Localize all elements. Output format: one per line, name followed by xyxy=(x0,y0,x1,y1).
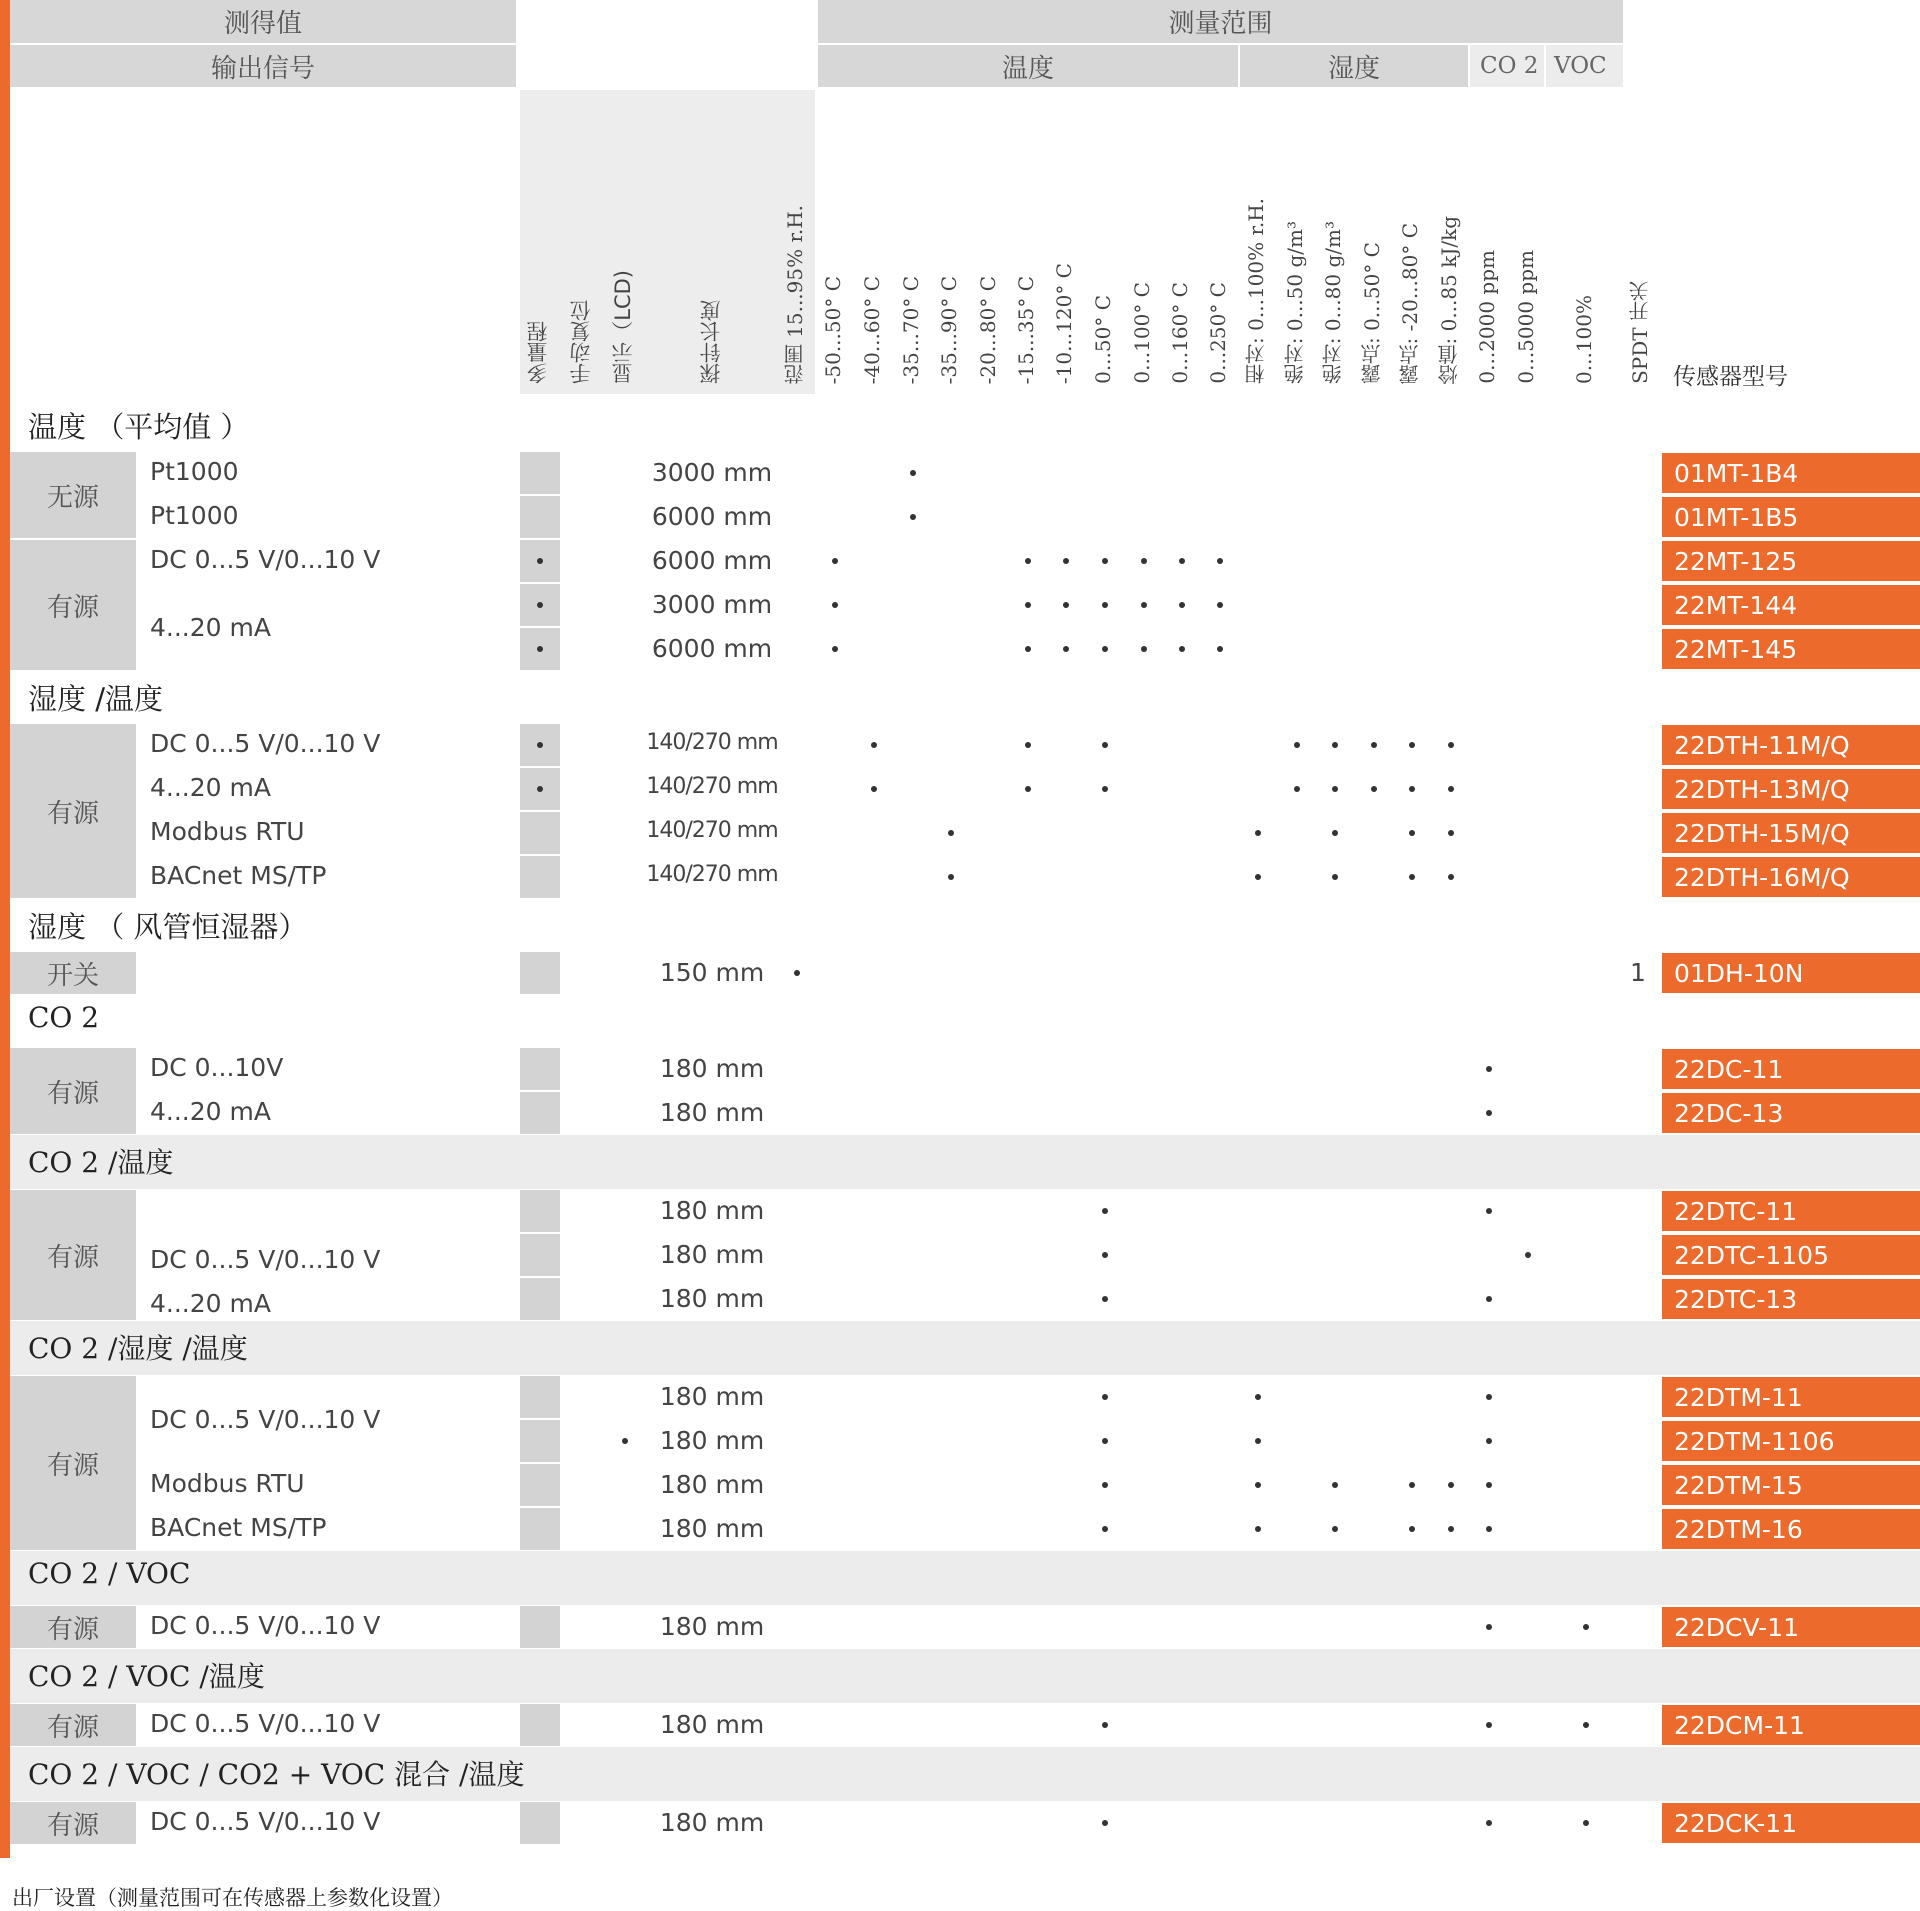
range-dot xyxy=(537,786,543,792)
range-dot xyxy=(1102,742,1108,748)
source-label: 有源 xyxy=(10,1802,136,1844)
range-dot xyxy=(1332,786,1338,792)
range-dot xyxy=(1102,1820,1108,1826)
signal-type: 4...20 mA xyxy=(150,1097,271,1126)
range-dot xyxy=(1063,602,1069,608)
range-dot xyxy=(832,602,838,608)
multi-range-cell xyxy=(520,496,560,538)
sensor-model[interactable]: 22DTM-1106 xyxy=(1662,1421,1920,1461)
col-temp-range: -10...120° C xyxy=(1052,262,1076,384)
col-range-rh: 范围 15...95% r.H. xyxy=(783,204,807,384)
signal-type: DC 0...5 V/0...10 V xyxy=(150,1245,381,1274)
probe-length: 180 mm xyxy=(659,1196,765,1225)
probe-length: 6000 mm xyxy=(651,634,773,663)
range-dot xyxy=(1409,874,1415,880)
range-dot xyxy=(1102,1394,1108,1400)
source-label: 有源 xyxy=(10,540,136,670)
sensor-model[interactable]: 22DCM-11 xyxy=(1662,1705,1920,1745)
range-dot xyxy=(1583,1624,1589,1630)
sensor-model[interactable]: 22DC-13 xyxy=(1662,1093,1920,1133)
range-dot xyxy=(1102,602,1108,608)
header-measured-value: 测得值 xyxy=(10,0,516,43)
range-dot xyxy=(1448,830,1454,836)
range-dot xyxy=(1409,1482,1415,1488)
range-dot xyxy=(1332,874,1338,880)
probe-length: 140/270 mm xyxy=(646,774,778,799)
range-dot xyxy=(537,646,543,652)
probe-length: 140/270 mm xyxy=(646,730,778,755)
range-dot xyxy=(1102,1438,1108,1444)
col-temp-range: 0...250° C xyxy=(1206,282,1230,384)
header-voc: VOC xyxy=(1546,45,1623,87)
probe-length: 3000 mm xyxy=(651,590,773,619)
probe-length: 180 mm xyxy=(659,1382,765,1411)
range-dot xyxy=(1486,1526,1492,1532)
sensor-model[interactable]: 22DCV-11 xyxy=(1662,1607,1920,1647)
range-dot xyxy=(1025,558,1031,564)
range-dot xyxy=(1179,558,1185,564)
range-dot xyxy=(910,514,916,520)
range-dot xyxy=(1409,786,1415,792)
range-dot xyxy=(1102,646,1108,652)
section-title: 湿度 （ 风管恒湿器） xyxy=(28,910,308,944)
sensor-model[interactable]: 22DTH-11M/Q xyxy=(1662,725,1920,765)
range-dot xyxy=(1486,1394,1492,1400)
signal-type: Modbus RTU xyxy=(150,817,305,846)
col-hum-range: 焓值: 0...85 kJ/kg xyxy=(1437,215,1461,384)
range-dot xyxy=(1486,1296,1492,1302)
col-hum-range: 绝对: 0...50 g/m³ xyxy=(1283,220,1307,384)
footer-note: 出厂设置（测量范围可在传感器上参数化设置） xyxy=(12,1886,453,1910)
range-dot xyxy=(871,742,877,748)
range-dot xyxy=(1583,1722,1589,1728)
multi-range-cell xyxy=(520,1048,560,1090)
range-dot xyxy=(1217,602,1223,608)
probe-length: 180 mm xyxy=(659,1514,765,1543)
signal-type: Pt1000 xyxy=(150,501,239,530)
source-label: 有源 xyxy=(10,1048,136,1134)
range-dot xyxy=(1217,558,1223,564)
range-dot xyxy=(1332,1526,1338,1532)
sensor-model[interactable]: 22DC-11 xyxy=(1662,1049,1920,1089)
col-temp-range: -35...90° C xyxy=(937,275,961,384)
sensor-model[interactable]: 22MT-125 xyxy=(1662,541,1920,581)
signal-type: DC 0...5 V/0...10 V xyxy=(150,1405,381,1434)
range-dot xyxy=(1217,646,1223,652)
header-co2: CO 2 xyxy=(1470,45,1544,87)
multi-range-cell xyxy=(520,1190,560,1232)
signal-type: Modbus RTU xyxy=(150,1469,305,1498)
header-output-signal: 输出信号 xyxy=(10,45,516,87)
section-title: CO 2 /温度 xyxy=(28,1146,174,1179)
probe-length: 180 mm xyxy=(659,1284,765,1313)
col-hum-range: 露点: 0...50° C xyxy=(1360,241,1384,384)
source-label: 有源 xyxy=(10,1190,136,1320)
range-dot xyxy=(1255,874,1261,880)
range-dot xyxy=(1102,1526,1108,1532)
range-dot xyxy=(871,786,877,792)
multi-range-cell xyxy=(520,1234,560,1276)
header-measurement-range: 测量范围 xyxy=(818,0,1623,43)
signal-type: BACnet MS/TP xyxy=(150,1513,327,1542)
range-dot xyxy=(1179,646,1185,652)
range-dot xyxy=(537,558,543,564)
multi-range-cell xyxy=(520,1278,560,1320)
col-co2-range: 0...2000 ppm xyxy=(1475,250,1499,384)
range-dot xyxy=(1102,1252,1108,1258)
range-dot xyxy=(1486,1624,1492,1630)
range-dot xyxy=(1025,786,1031,792)
range-dot xyxy=(1025,646,1031,652)
col-temp-range: -15...35° C xyxy=(1014,275,1038,384)
section-band xyxy=(10,1135,1920,1189)
multi-range-cell xyxy=(520,812,560,854)
range-dot xyxy=(1141,602,1147,608)
section-title: 温度 （平均值 ） xyxy=(28,410,250,444)
range-dot xyxy=(1371,786,1377,792)
signal-type: DC 0...5 V/0...10 V xyxy=(150,545,381,574)
col-multi-range: 多量程 xyxy=(526,321,550,384)
range-dot xyxy=(832,558,838,564)
range-dot xyxy=(1448,874,1454,880)
probe-length: 150 mm xyxy=(659,958,765,987)
sensor-model[interactable]: 22DTC-13 xyxy=(1662,1279,1920,1319)
multi-range-cell xyxy=(520,1704,560,1746)
signal-type: DC 0...5 V/0...10 V xyxy=(150,1709,381,1738)
range-dot xyxy=(1448,786,1454,792)
range-dot xyxy=(910,470,916,476)
range-dot xyxy=(1409,742,1415,748)
range-dot xyxy=(1255,1526,1261,1532)
signal-type: DC 0...10V xyxy=(150,1053,284,1082)
sensor-model[interactable]: 22MT-144 xyxy=(1662,585,1920,625)
probe-length: 140/270 mm xyxy=(646,818,778,843)
probe-length: 180 mm xyxy=(659,1808,765,1837)
section-band xyxy=(10,1551,1920,1605)
signal-type: DC 0...5 V/0...10 V xyxy=(150,1807,381,1836)
sensor-model[interactable]: 01MT-1B4 xyxy=(1662,453,1920,493)
multi-range-cell xyxy=(520,1802,560,1844)
signal-type: DC 0...5 V/0...10 V xyxy=(150,1611,381,1640)
range-dot xyxy=(1332,830,1338,836)
signal-type: 4...20 mA xyxy=(150,613,271,642)
probe-length: 140/270 mm xyxy=(646,862,778,887)
section-title: CO 2 xyxy=(28,1001,100,1034)
source-label: 开关 xyxy=(10,952,136,994)
range-dot xyxy=(1371,742,1377,748)
probe-length: 180 mm xyxy=(659,1470,765,1499)
col-temp-range: 0...50° C xyxy=(1091,295,1115,384)
col-display: 显示（LCD) xyxy=(611,270,635,384)
sensor-model[interactable]: 22DTC-1105 xyxy=(1662,1235,1920,1275)
col-temp-range: -20...80° C xyxy=(976,275,1000,384)
range-dot xyxy=(1102,1482,1108,1488)
sensor-model[interactable]: 22MT-145 xyxy=(1662,629,1920,669)
probe-length: 180 mm xyxy=(659,1426,765,1455)
range-dot xyxy=(1332,742,1338,748)
section-title: CO 2 /湿度 /温度 xyxy=(28,1332,248,1365)
section-band xyxy=(10,1321,1920,1375)
range-dot xyxy=(1448,742,1454,748)
col-switch: SPDT 开关 xyxy=(1628,281,1652,384)
multi-range-cell xyxy=(520,1092,560,1134)
col-hum-range: 露点: -20...80° C xyxy=(1398,222,1422,384)
section-band xyxy=(10,1649,1920,1703)
col-temp-range: -35...70° C xyxy=(899,275,923,384)
probe-length: 6000 mm xyxy=(651,546,773,575)
section-title: 湿度 /温度 xyxy=(28,682,163,716)
range-dot xyxy=(948,830,954,836)
col-temp-range: 0...160° C xyxy=(1168,282,1192,384)
probe-length: 6000 mm xyxy=(651,502,773,531)
multi-range-cell xyxy=(520,1464,560,1506)
range-dot xyxy=(1332,1482,1338,1488)
sensor-model[interactable]: 01DH-10N xyxy=(1662,953,1920,993)
range-dot xyxy=(1255,1438,1261,1444)
sensor-model[interactable]: 22DTM-15 xyxy=(1662,1465,1920,1505)
probe-length: 180 mm xyxy=(659,1054,765,1083)
probe-length: 180 mm xyxy=(659,1098,765,1127)
range-dot xyxy=(1294,786,1300,792)
multi-range-cell xyxy=(520,1508,560,1550)
source-label: 有源 xyxy=(10,1704,136,1746)
header-temperature: 温度 xyxy=(818,45,1238,87)
range-dot xyxy=(1063,646,1069,652)
multi-range-cell xyxy=(520,1606,560,1648)
col-probe-length: 探针长度 xyxy=(699,300,723,384)
col-hum-range: 相对: 0...100% r.H. xyxy=(1244,198,1268,384)
multi-range-cell xyxy=(520,452,560,494)
sensor-model[interactable]: 22DTH-16M/Q xyxy=(1662,857,1920,897)
multi-range-cell xyxy=(520,1376,560,1418)
header-shaded-column xyxy=(520,90,815,394)
section-title: CO 2 / VOC /温度 xyxy=(28,1660,265,1693)
col-model: 传感器型号 xyxy=(1673,364,1788,390)
source-label: 无源 xyxy=(10,452,136,538)
range-dot xyxy=(1486,1208,1492,1214)
range-dot xyxy=(1486,1066,1492,1072)
source-label: 有源 xyxy=(10,1376,136,1550)
range-dot xyxy=(1294,742,1300,748)
source-label: 有源 xyxy=(10,724,136,898)
range-dot xyxy=(1102,1296,1108,1302)
multi-range-cell xyxy=(520,952,560,994)
col-manual-reset: 手动复位 xyxy=(569,300,593,384)
range-dot xyxy=(948,874,954,880)
range-dot xyxy=(1583,1820,1589,1826)
probe-length: 3000 mm xyxy=(651,458,773,487)
range-dot xyxy=(1448,1482,1454,1488)
range-dot xyxy=(1486,1820,1492,1826)
multi-range-cell xyxy=(520,856,560,898)
header-humidity: 湿度 xyxy=(1240,45,1468,87)
range-dot xyxy=(1409,1526,1415,1532)
range-dot xyxy=(1063,558,1069,564)
sensor-model[interactable]: 22DCK-11 xyxy=(1662,1803,1920,1843)
range-dot xyxy=(1486,1482,1492,1488)
range-dot xyxy=(1255,1394,1261,1400)
range-dot xyxy=(1102,558,1108,564)
accent-bar xyxy=(0,0,10,1858)
signal-type: 4...20 mA xyxy=(150,773,271,802)
sensor-model[interactable]: 22DTC-11 xyxy=(1662,1191,1920,1231)
section-title: CO 2 / VOC xyxy=(28,1557,191,1590)
sensor-model[interactable]: 01MT-1B5 xyxy=(1662,497,1920,537)
range-dot xyxy=(832,646,838,652)
signal-type: Pt1000 xyxy=(150,457,239,486)
range-dot xyxy=(1179,602,1185,608)
range-dot xyxy=(1102,786,1108,792)
range-dot xyxy=(1102,1208,1108,1214)
col-temp-range: -40...60° C xyxy=(860,275,884,384)
range-dot xyxy=(1486,1110,1492,1116)
range-dot xyxy=(1486,1438,1492,1444)
range-dot xyxy=(537,602,543,608)
range-dot xyxy=(1486,1722,1492,1728)
sensor-model[interactable]: 22DTH-15M/Q xyxy=(1662,813,1920,853)
col-voc-range: 0...100% xyxy=(1572,295,1596,384)
range-dot xyxy=(1448,1526,1454,1532)
col-temp-range: 0...100° C xyxy=(1130,282,1154,384)
section-title: CO 2 / VOC / CO2 + VOC 混合 /温度 xyxy=(28,1758,525,1791)
range-dot xyxy=(794,970,800,976)
probe-length: 180 mm xyxy=(659,1240,765,1269)
range-dot xyxy=(1409,830,1415,836)
multi-range-cell xyxy=(520,1420,560,1462)
sensor-model[interactable]: 22DTH-13M/Q xyxy=(1662,769,1920,809)
signal-type: DC 0...5 V/0...10 V xyxy=(150,729,381,758)
source-label: 有源 xyxy=(10,1606,136,1648)
col-co2-range: 0...5000 ppm xyxy=(1514,250,1538,384)
col-temp-range: -50...50° C xyxy=(821,275,845,384)
signal-type: BACnet MS/TP xyxy=(150,861,327,890)
range-dot xyxy=(537,742,543,748)
signal-type: 4...20 mA xyxy=(150,1289,271,1318)
range-dot xyxy=(1141,646,1147,652)
col-hum-range: 绝对: 0...80 g/m³ xyxy=(1321,220,1345,384)
spdt-count: 1 xyxy=(1630,958,1646,987)
range-dot xyxy=(1255,1482,1261,1488)
probe-length: 180 mm xyxy=(659,1612,765,1641)
sensor-model[interactable]: 22DTM-11 xyxy=(1662,1377,1920,1417)
range-dot xyxy=(1025,602,1031,608)
range-dot xyxy=(1102,1722,1108,1728)
range-dot xyxy=(622,1438,628,1444)
probe-length: 180 mm xyxy=(659,1710,765,1739)
range-dot xyxy=(1255,830,1261,836)
range-dot xyxy=(1525,1252,1531,1258)
sensor-model[interactable]: 22DTM-16 xyxy=(1662,1509,1920,1549)
range-dot xyxy=(1025,742,1031,748)
range-dot xyxy=(1141,558,1147,564)
